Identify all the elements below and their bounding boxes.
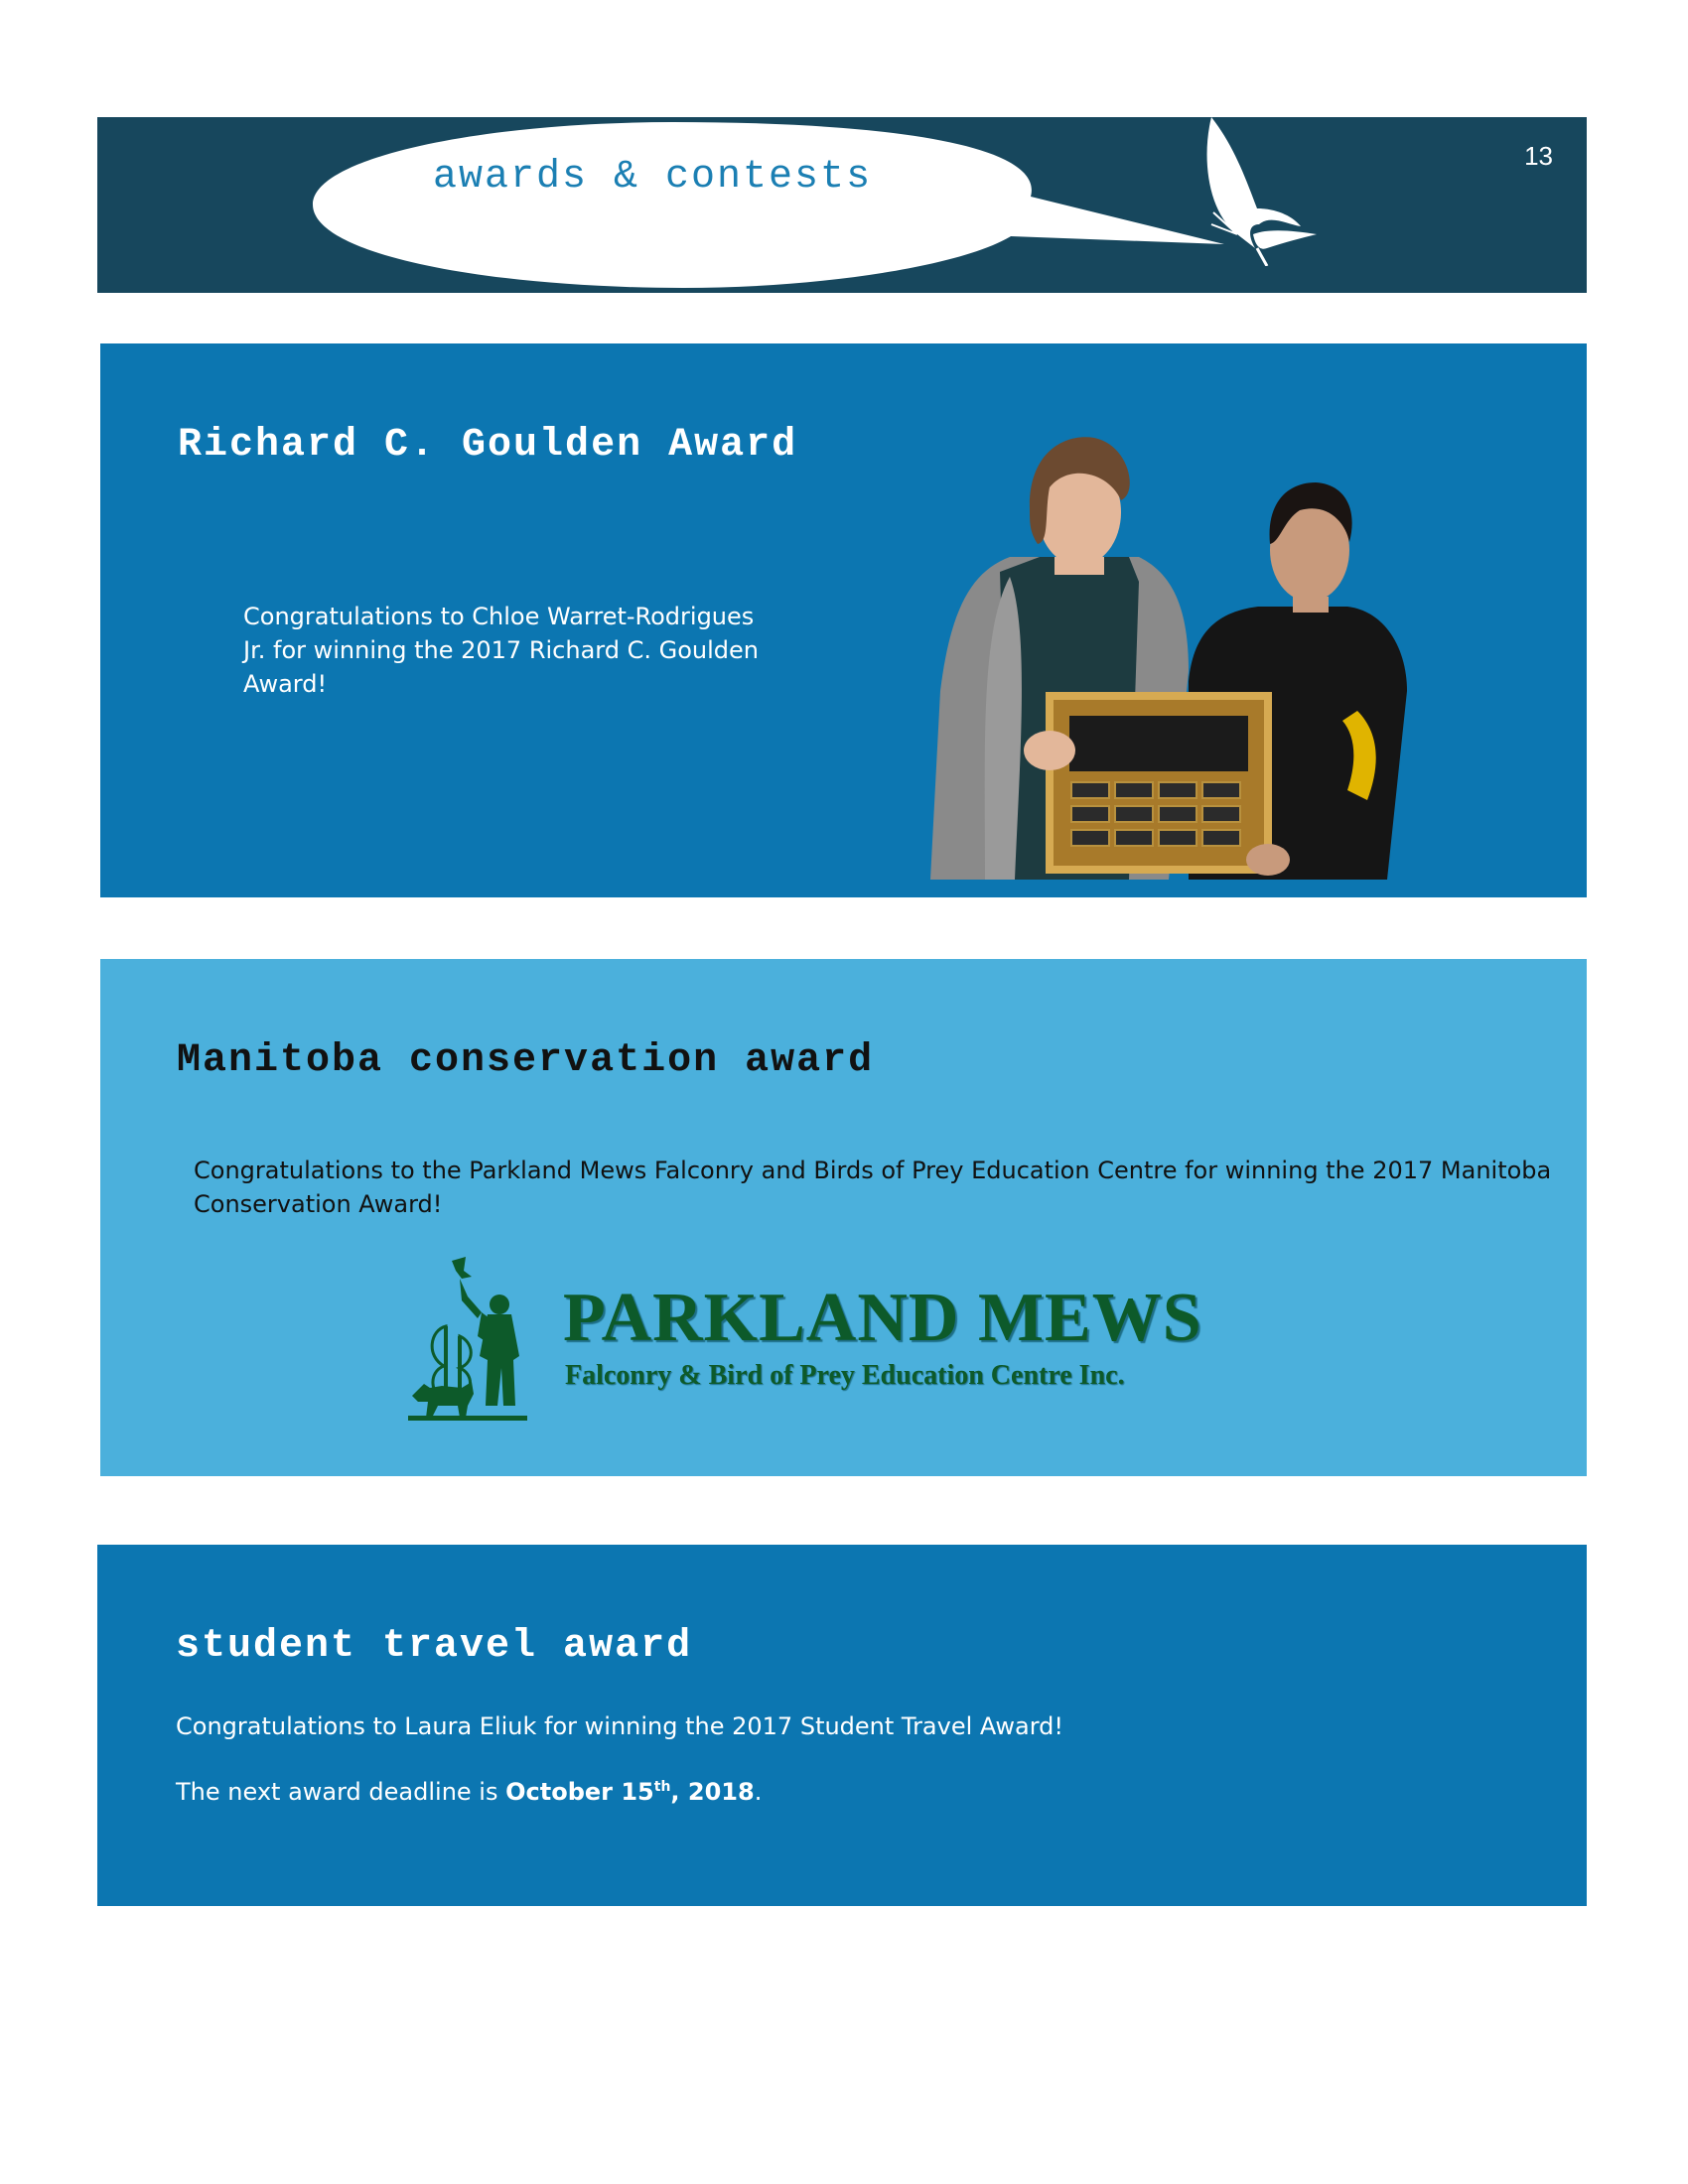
page-number: 13 <box>1524 141 1553 171</box>
header-banner <box>97 117 1587 293</box>
section-body: Congratulations to Chloe Warret-Rodrigues Jr. for winning the 2017 Richard C. Goulden Award! <box>243 603 759 698</box>
student-travel-section <box>97 1545 1587 1906</box>
deadline-suffix: th <box>653 1779 671 1795</box>
speech-bubble <box>97 117 1587 293</box>
award-recipients-photo <box>891 433 1496 880</box>
logo-tagline: Falconry & Bird of Prey Education Centre Inc. <box>565 1360 1125 1391</box>
section-body: Congratulations to Laura Eliuk for winning the 2017 Student Travel Award! <box>176 1712 1063 1740</box>
parkland-mews-logo <box>408 1257 1282 1426</box>
section-body: Congratulations to the Parkland Mews Falconry and Birds of Prey Education Centre for winning the 2017 Manitoba Conservation Award! <box>194 1157 1552 1218</box>
butterfly-icon <box>1197 117 1327 266</box>
deadline-year: , 2018 <box>670 1778 755 1806</box>
manitoba-conservation-section <box>100 959 1587 1476</box>
deadline-end: . <box>754 1778 763 1806</box>
section-title: awards & contests <box>433 155 873 200</box>
section-heading: Richard C. Goulden Award <box>178 423 798 468</box>
deadline-text <box>176 1775 1467 1809</box>
goulden-award-section <box>100 343 1587 897</box>
deadline-prefix: The next award deadline is <box>176 1778 506 1806</box>
falconer-silhouette-icon <box>408 1257 557 1426</box>
logo-name: PARKLAND MEWS <box>563 1280 1202 1356</box>
section-heading: student travel award <box>176 1624 693 1669</box>
deadline-date: October 15 <box>505 1778 654 1806</box>
section-heading: Manitoba conservation award <box>177 1038 875 1083</box>
